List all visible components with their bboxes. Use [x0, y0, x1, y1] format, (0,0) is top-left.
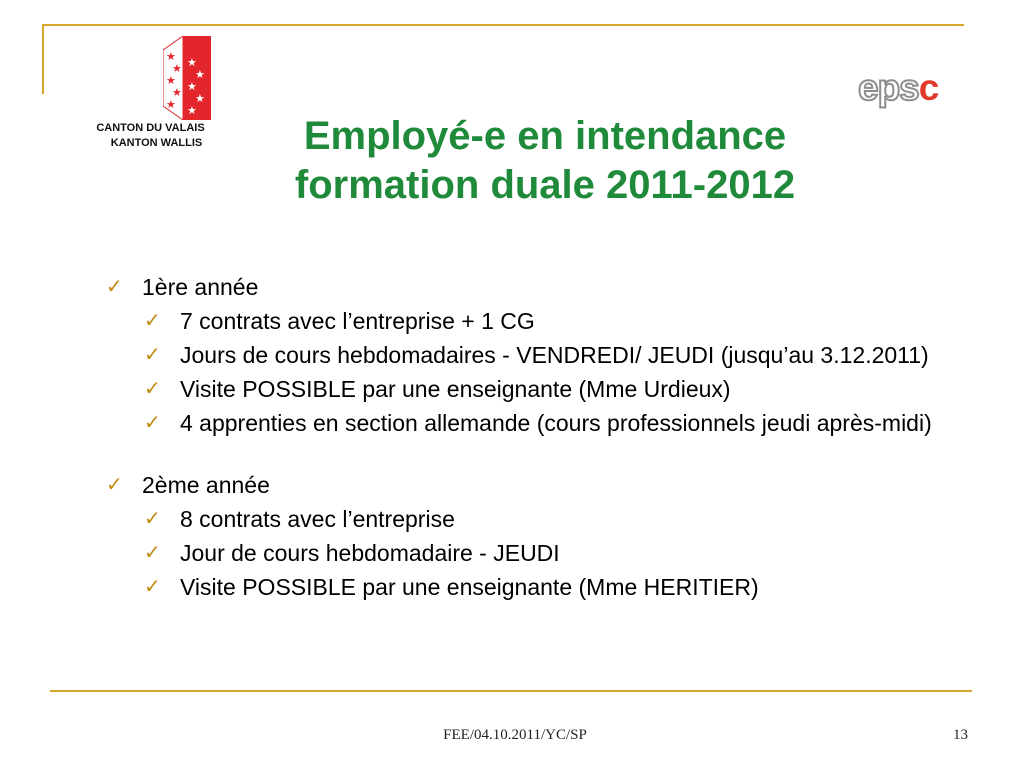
checkmark-icon: ✓ [144, 542, 161, 564]
svg-text:★: ★ [195, 68, 205, 81]
svg-text:★: ★ [187, 56, 197, 69]
footer-divider-line [50, 690, 972, 692]
checkmark-icon: ✓ [144, 378, 161, 400]
svg-text:★: ★ [166, 98, 176, 111]
epsc-logo-c: c [918, 67, 940, 108]
canton-name-de: KANTON WALLIS [110, 137, 203, 149]
checkmark-icon: ✓ [106, 474, 123, 496]
slide-title [220, 112, 870, 210]
list-item [104, 409, 964, 437]
svg-text:★: ★ [172, 86, 182, 99]
list-item [104, 341, 964, 369]
list-item [104, 505, 964, 533]
checkmark-icon: ✓ [106, 276, 123, 298]
canton-name-fr: CANTON DU VALAIS [96, 122, 205, 134]
svg-text:★: ★ [166, 50, 176, 63]
section-heading [104, 471, 964, 499]
checkmark-icon: ✓ [144, 310, 161, 332]
slide-title-line-1: Employé-e en intendance [303, 114, 787, 158]
list-item-text: Jours de cours hebdomadaires - VENDREDI/ JEUDI (jusqu’au 3.12.2011) [180, 342, 929, 368]
checkmark-icon: ✓ [144, 344, 161, 366]
bullet-list [104, 273, 964, 601]
list-item-text: 7 contrats avec l’entreprise + 1 CG [180, 308, 535, 334]
frame-top-line [42, 24, 964, 26]
svg-text:★: ★ [195, 92, 205, 105]
valais-flag-icon [163, 36, 213, 120]
slide-title-line-2: formation duale 2011-2012 [294, 163, 796, 207]
checkmark-icon: ✓ [144, 508, 161, 530]
section-heading [104, 273, 964, 301]
epsc-logo [858, 68, 939, 108]
list-item-text: 4 apprenties en section allemande (cours professionnels jeudi après-midi) [180, 410, 932, 436]
svg-text:★: ★ [187, 104, 197, 117]
svg-text:★: ★ [172, 62, 182, 75]
checkmark-icon: ✓ [144, 412, 161, 434]
list-item-text: Visite POSSIBLE par une enseignante (Mme HERITIER) [180, 574, 759, 600]
list-item [104, 307, 964, 335]
epsc-logo-letters: eps [858, 67, 919, 108]
canton-valais-logo [88, 36, 213, 156]
footer-text: FEE/04.10.2011/YC/SP [443, 727, 587, 743]
svg-text:★: ★ [166, 74, 176, 87]
list-item [104, 573, 964, 601]
page-number: 13 [953, 727, 968, 743]
section-heading-text: 2ème année [142, 472, 270, 498]
svg-text:★: ★ [187, 80, 197, 93]
section-heading-text: 1ère année [142, 274, 259, 300]
list-item-text: 8 contrats avec l’entreprise [180, 506, 455, 532]
checkmark-icon: ✓ [144, 576, 161, 598]
list-item [104, 375, 964, 403]
list-item-text: Visite POSSIBLE par une enseignante (Mme Urdieux) [180, 376, 731, 402]
list-item [104, 539, 964, 567]
frame-left-line [42, 24, 44, 94]
list-item-text: Jour de cours hebdomadaire - JEUDI [180, 540, 560, 566]
section-spacer [104, 437, 964, 471]
